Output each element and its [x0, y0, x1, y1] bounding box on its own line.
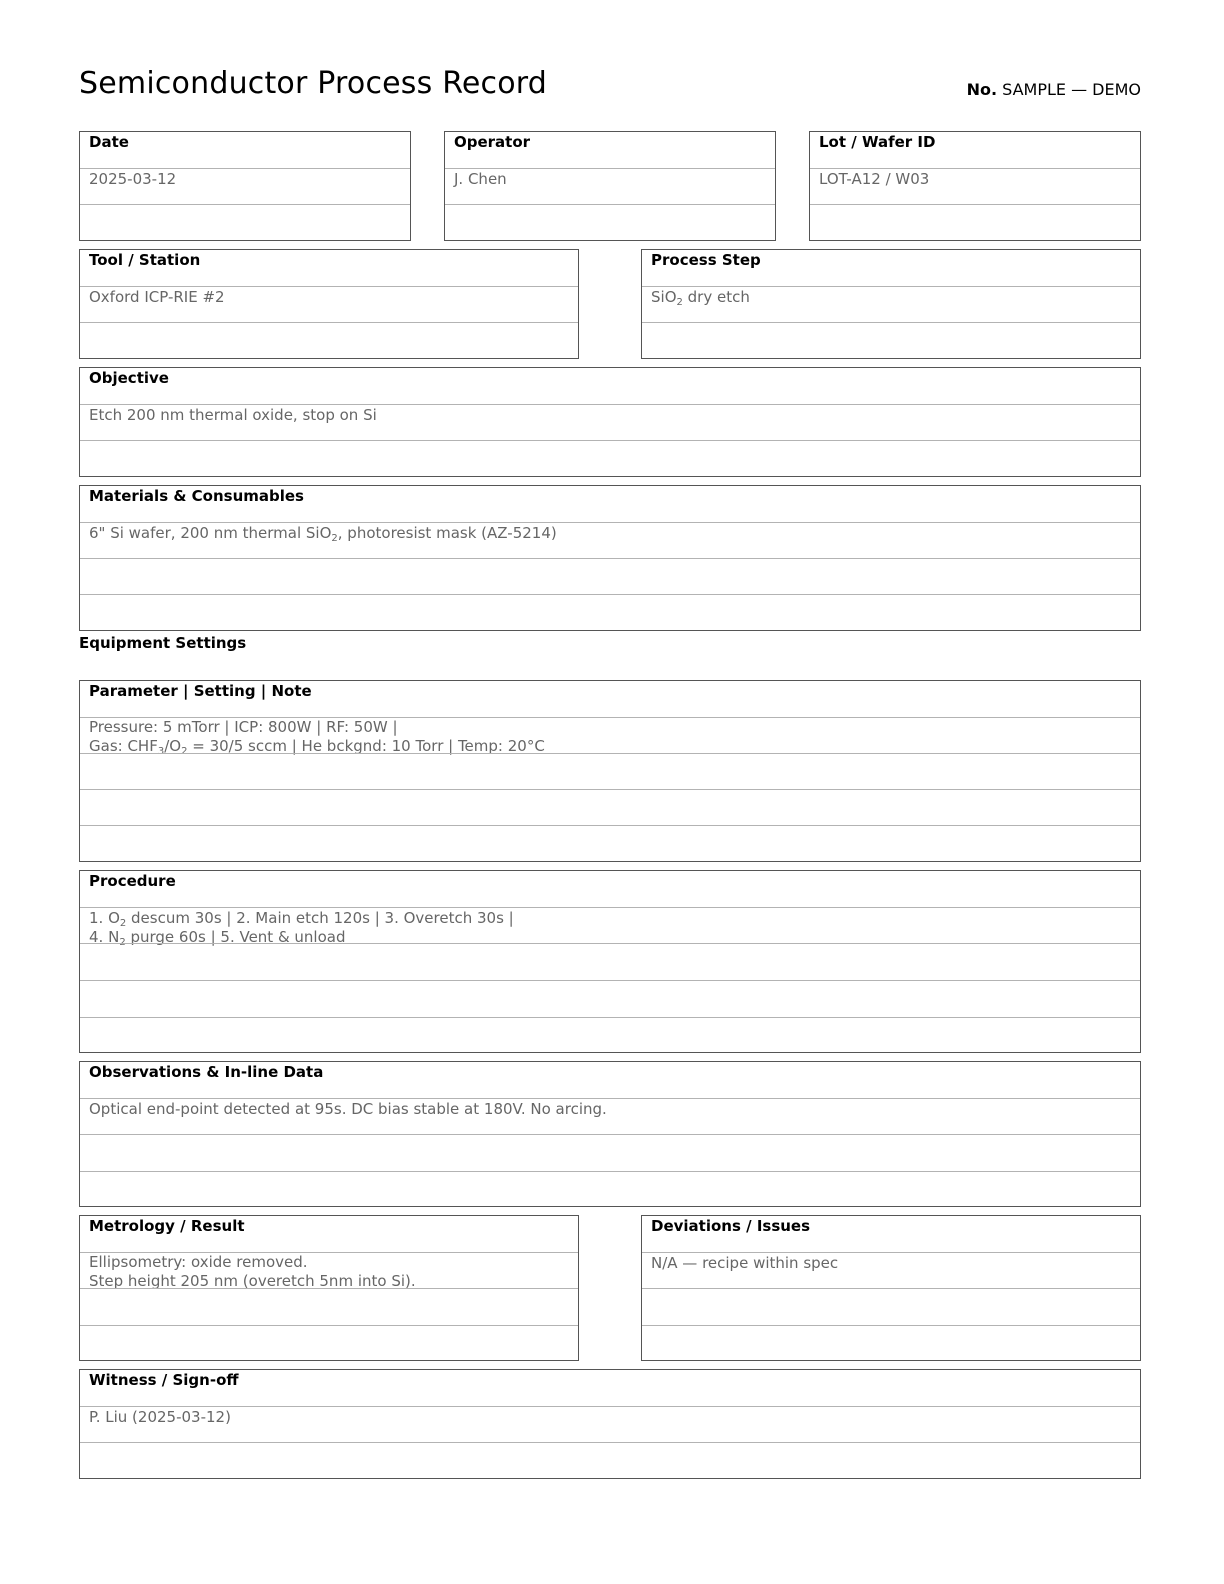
observations-label: Observations & In-line Data	[89, 1063, 324, 1081]
objective-value: Etch 200 nm thermal oxide, stop on Si	[89, 406, 377, 424]
lot-wafer-field[interactable]	[809, 131, 1141, 241]
metrology-line-1: Ellipsometry: oxide removed.	[89, 1253, 308, 1271]
operator-field[interactable]	[444, 131, 776, 241]
equipment-settings-field[interactable]	[79, 680, 1141, 862]
date-field[interactable]	[79, 131, 411, 241]
signoff-label: Witness / Sign-off	[89, 1371, 239, 1389]
lot-wafer-label: Lot / Wafer ID	[819, 133, 936, 151]
objective-field[interactable]	[79, 367, 1141, 477]
date-label: Date	[89, 133, 129, 151]
metrology-field[interactable]	[79, 1215, 579, 1361]
tool-station-label: Tool / Station	[89, 251, 201, 269]
process-step-field[interactable]	[641, 249, 1141, 359]
signoff-field[interactable]	[79, 1369, 1141, 1479]
metrology-label: Metrology / Result	[89, 1217, 245, 1235]
document-number-value: SAMPLE — DEMO	[1002, 80, 1141, 99]
materials-label: Materials & Consumables	[89, 487, 304, 505]
page-title: Semiconductor Process Record	[79, 66, 548, 101]
operator-label: Operator	[454, 133, 531, 151]
observations-field[interactable]	[79, 1061, 1141, 1207]
metrology-line-2: Step height 205 nm (overetch 5nm into Si).	[89, 1272, 416, 1290]
tool-station-value: Oxford ICP-RIE #2	[89, 288, 225, 306]
signoff-value: P. Liu (2025-03-12)	[89, 1408, 231, 1426]
settings-label: Parameter | Setting | Note	[89, 682, 312, 700]
settings-line-1: Pressure: 5 mTorr | ICP: 800W | RF: 50W |	[89, 718, 398, 736]
document-number	[900, 80, 1141, 99]
procedure-field[interactable]	[79, 870, 1141, 1053]
observations-value: Optical end-point detected at 95s. DC bias stable at 180V. No arcing.	[89, 1100, 607, 1118]
deviations-field[interactable]	[641, 1215, 1141, 1361]
objective-label: Objective	[89, 369, 169, 387]
deviations-value: N/A — recipe within spec	[651, 1254, 839, 1272]
deviations-label: Deviations / Issues	[651, 1217, 811, 1235]
materials-value: 6" Si wafer, 200 nm thermal SiO$_2$, photoresist mask (AZ-5214)	[89, 524, 557, 544]
date-value: 2025-03-12	[89, 170, 177, 188]
tool-station-field[interactable]	[79, 249, 579, 359]
process-step-value: SiO$_2$ dry etch	[651, 288, 750, 308]
procedure-line-2: 4. $N_2$ purge 60s | 5. Vent & unload	[89, 928, 346, 948]
operator-value: J. Chen	[454, 170, 507, 188]
procedure-label: Procedure	[89, 872, 176, 890]
document-number-label: No.	[966, 80, 998, 99]
equipment-settings-heading: Equipment Settings	[79, 634, 247, 652]
process-step-label: Process Step	[651, 251, 761, 269]
settings-line-2: Gas: $CHF_3/O_2 = 30/5$ sccm | He bckgnd: 10 Torr | Temp: 20°C	[89, 737, 545, 757]
lot-wafer-value: LOT-A12 / W03	[819, 170, 930, 188]
procedure-line-1: 1. $O_2$ descum 30s | 2. Main etch 120s | 3. Overetch 30s |	[89, 909, 514, 929]
materials-field[interactable]	[79, 485, 1141, 631]
